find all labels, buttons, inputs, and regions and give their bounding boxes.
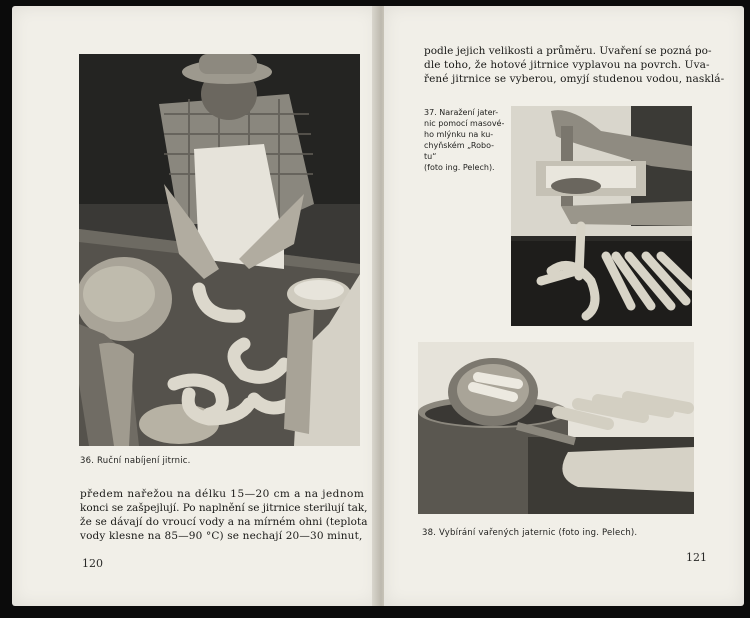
text-line: řené jitrnice se vyberou, omyjí studenou vodou, nasklá- [424,73,725,85]
caption-line: ho mlýnku na ku- [424,130,494,139]
photo-machine-filling-sausages [511,106,692,326]
caption-line: chyňském „Robo- [424,141,495,150]
text-line: konci se zašpejlují. Po naplnění se jitrnice sterilují tak, [80,502,368,514]
left-body-text [80,487,368,543]
photo-removing-cooked-sausages [418,342,694,514]
text-line: dle toho, že hotové jitrnice vyplavou na povrch. Uva- [424,59,710,71]
left-page [12,6,378,606]
page-number-left: 120 [82,557,103,570]
open-book [8,6,744,612]
photo-36-caption: 36. Ruční nabíjení jitrnic. [80,456,191,466]
caption-line: tu“ [424,152,437,161]
photo-37-caption [424,107,504,173]
text-line: předem nařežou na délku 15—20 cm a na jednom [80,488,365,500]
right-page [384,6,744,606]
page-number-right: 121 [686,551,707,564]
text-line: podle jejich velikosti a průměru. Uvaření se pozná po- [424,45,712,57]
caption-line: (foto ing. Pelech). [424,163,495,172]
photo-38-caption: 38. Vybírání vařených jaternic (foto ing. Pelech). [422,528,638,538]
caption-line: nic pomocí masové- [424,119,505,128]
text-line: že se dávají do vroucí vody a na mírném ohni (teplota [80,516,368,528]
right-body-text [424,44,725,86]
caption-line: 37. Naražení jater- [424,108,499,117]
photo-hand-filling-sausages [79,54,360,446]
text-line: vody klesne na 85—90 °C) se nechají 20—30 minut, [80,530,363,542]
